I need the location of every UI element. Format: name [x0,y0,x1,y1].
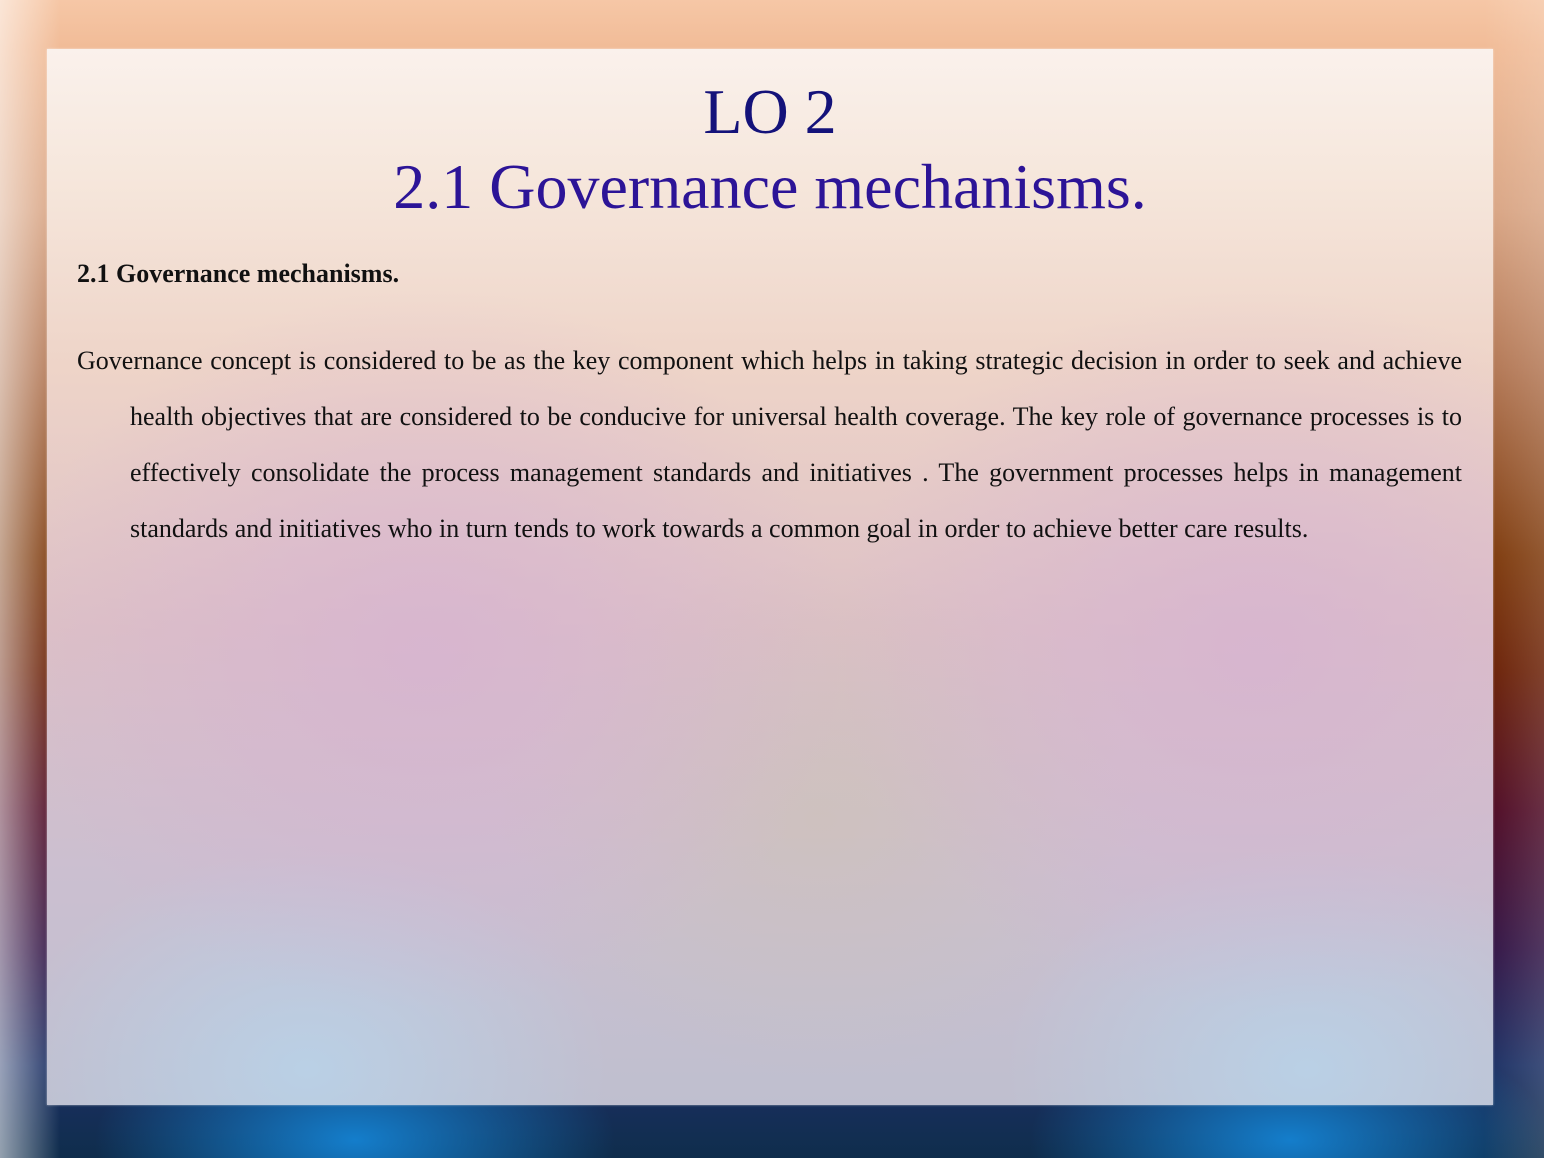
title-line-lo: LO 2 [703,76,837,147]
section-subheading: 2.1 Governance mechanisms. [77,259,400,288]
slide-title [47,77,1493,229]
title-line-topic: 2.1 Governance mechanisms. [393,151,1147,222]
background-edge-right [1484,0,1544,1158]
slide-canvas [47,49,1493,1105]
body-paragraph: Governance concept is considered to be as the key component which helps in taking strategic decision in order to seek and achieve health objectives that are considered to be conducive for universal health coverage. The key role of governance processes is to effectively consolidate the process management standards and initiatives . The government processes helps in management standards and initiatives who in turn tends to work towards a common goal in order to achieve better care results. [77,346,1462,543]
